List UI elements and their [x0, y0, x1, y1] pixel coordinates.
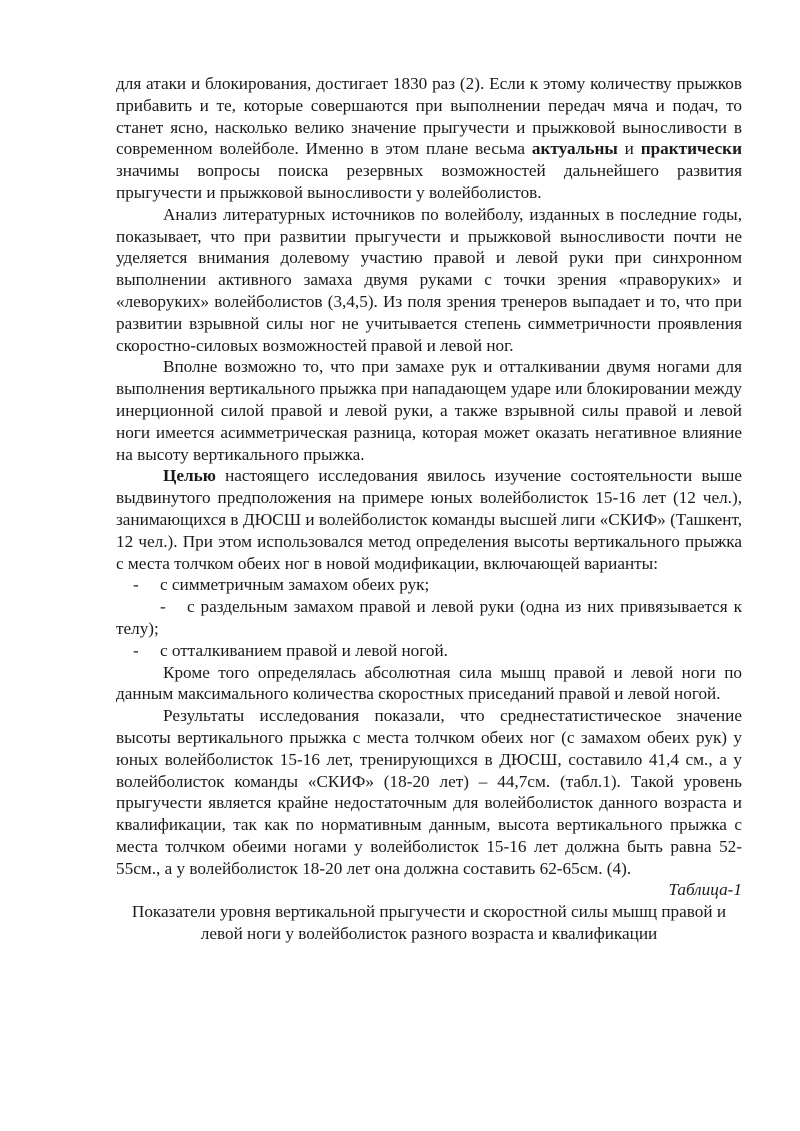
paragraph-5: Кроме того определялась абсолютная сила мышц правой и левой ноги по данным максимального количества скоростных приседаний правой и левой ногой. — [116, 662, 742, 704]
list-marker: - — [133, 640, 139, 660]
bold-term-actual: актуальны — [531, 139, 618, 159]
table-title: Показатели уровня вертикальной прыгучести и скоростной силы мышц правой и левой ноги у волейболисток разного возраста и квалификации — [131, 902, 727, 944]
paragraph-3: Вполне возможно то, что при замахе рук и отталкивании двумя ногами для выполнения вертикального прыжка при нападающем ударе или блокировании между инерционной силой правой и левой руки, а также взрывной силы правой и левой ноги имеется асимметрическая разница, которая может оказать негативное влияние на высоту вертикального прыжка. — [116, 357, 742, 464]
bold-term-goal: Целью — [163, 466, 216, 486]
paragraph-1: для атаки и блокирования, достигает 1830 раз (2). Если к этому количеству прыжков прибавить и те, которые совершаются при выполнении передач мяча и подач, то станет ясно, насколько велико значение прыгучести и прыжковой выносливости в современном волейболе. Именно в этом плане весьма актуальны и практически значимы вопросы поиска резервных возможностей дальнейшего развития прыгучести и прыжковой выносливости у волейболистов. — [116, 74, 742, 202]
list-marker: - — [160, 597, 166, 617]
list-marker: - — [133, 575, 139, 595]
list-item: - с раздельным замахом правой и левой руки (одна из них привязывается к телу); — [116, 597, 742, 638]
paragraph-2: Анализ литературных источников по волейболу, изданных в последние годы, показывает, что при развитии прыгучести и прыжковой выносливости почти не уделяется внимания долевому участию правой и левой руки при синхронном выполнении активного замаха двумя руками с точки зрения «праворуких» и «леворуких» волейболистов (3,4,5). Из поля зрения тренеров выпадает и то, что при развитии взрывной силы ног не учитывается степень симметричности проявления скоростно-силовых возможностей правой и левой ног. — [116, 204, 742, 355]
table-caption: Таблица-1 — [668, 880, 742, 900]
bold-term-practical: практически — [640, 139, 742, 159]
list-item: - с симметричным замахом обеих рук; — [133, 575, 430, 595]
list-item: - с отталкиванием правой и левой ногой. — [133, 640, 448, 660]
paragraph-4: Целью настоящего исследования явилось изучение состоятельности выше выдвинутого предположения на примере юных волейболисток 15-16 лет (12 чел.), занимающихся в ДЮСШ и волейболисток команды высшей лиги «СКИФ» (Ташкент, 12 чел.). При этом использовался метод определения высоты вертикального прыжка с места толчком обеих ног в новой модификации, включающей варианты: — [116, 466, 742, 573]
document-body — [116, 73, 742, 945]
paragraph-6: Результаты исследования показали, что среднестатистическое значение высоты вертикального прыжка с места толчком обеих ног (с замахом обеих рук) у юных волейболисток 15-16 лет, тренирующихся в ДЮСШ, составило 41,4 см., а у волейболисток команды «СКИФ» (18-20 лет) – 44,7см. (табл.1). Такой уровень прыгучести является крайне недостаточным для волейболисток данного возраста и квалификации, так как по нормативным данным, высота вертикального прыжка с места толчком обеими ногами у волейболисток 15-16 лет должна быть равна 52-55см., а у волейболисток 18-20 лет она должна составить 62-65см. (4). — [116, 706, 742, 878]
